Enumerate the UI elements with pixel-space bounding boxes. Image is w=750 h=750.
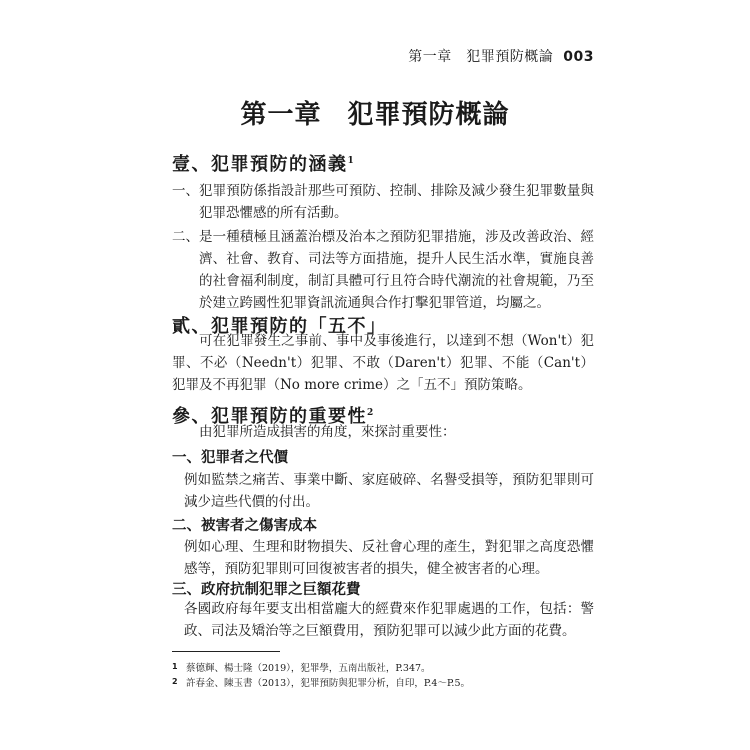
chapter-title-prefix: 第一章	[240, 100, 322, 130]
subsection-text: 各國政府每年要支出相當龐大的經費來作犯罪處遇的工作，包括：警政、司法及矯治等之巨額費用，預防犯罪可以減少此方面的花費。	[184, 601, 594, 639]
subsection-heading: 一、犯罪者之代價	[172, 450, 288, 466]
page-number: 003	[563, 49, 594, 65]
footnote-text: 許春金、陳玉書（2013），犯罪預防與犯罪分析，自印，P.4～P.5。	[186, 678, 470, 689]
subsection-heading: 二、被害者之傷害成本	[172, 518, 317, 534]
footnote	[172, 675, 470, 690]
footnote-text: 蔡德輝、楊士隆（2019），犯罪學，五南出版社，P.347。	[186, 663, 431, 674]
footnote-number: 2	[172, 677, 178, 686]
footnote	[172, 660, 431, 675]
subsection-text: 例如監禁之痛苦、事業中斷、家庭破碎、名譽受損等，預防犯罪則可減少這些代價的付出。	[184, 472, 594, 510]
footnote-number: 1	[172, 662, 178, 671]
list-item-number: 一、	[172, 183, 199, 199]
chapter-title-name: 犯罪預防概論	[347, 100, 510, 130]
list-item	[172, 226, 594, 314]
paragraph: 可在犯罪發生之事前、事中及事後進行，以達到不想（Won't）犯罪、不必（Needn't）犯罪、不敢（Daren't）犯罪、不能（Can't）犯罪及不再犯罪（No more crime）之「五不」預防策略。	[172, 333, 594, 393]
paragraph: 由犯罪所造成損害的角度，來探討重要性：	[199, 424, 456, 440]
list-item	[172, 180, 594, 224]
header-chapter: 第一章 犯罪預防概論	[408, 49, 554, 65]
list-item-number: 二、	[172, 229, 199, 245]
list-item-text: 犯罪預防係指設計那些可預防、控制、排除及減少發生犯罪數量與犯罪恐懼感的所有活動。	[199, 183, 594, 221]
section-heading-text: 壹、犯罪預防的涵義	[172, 154, 348, 175]
running-header	[408, 46, 594, 66]
section-heading-text: 參、犯罪預防的重要性	[172, 406, 367, 427]
subsection-text: 例如心理、生理和財物損失、反社會心理的產生，對犯罪之高度恐懼感等，預防犯罪則可回復被害者的損失，健全被害者的心理。	[184, 539, 594, 577]
footnote-ref-2[interactable]: 2	[367, 408, 375, 418]
chapter-title	[0, 94, 750, 131]
list-item-text: 是一種積極且涵蓋治標及治本之預防犯罪措施，涉及改善政治、經濟、社會、教育、司法等方面措施，提升人民生活水準，實施良善的社會福利制度，制訂具體可行且符合時代潮流的社會規範，乃至於建立跨國性犯罪資訊流通與合作打擊犯罪管道，均屬之。	[199, 229, 594, 311]
section-heading-1	[172, 150, 355, 176]
subsection-heading: 三、政府抗制犯罪之巨額花費	[172, 582, 361, 598]
section-heading-text: 貳、犯罪預防的「五不」	[172, 316, 387, 337]
footnote-ref-1[interactable]: 1	[347, 156, 356, 166]
footnote-divider	[172, 651, 280, 652]
